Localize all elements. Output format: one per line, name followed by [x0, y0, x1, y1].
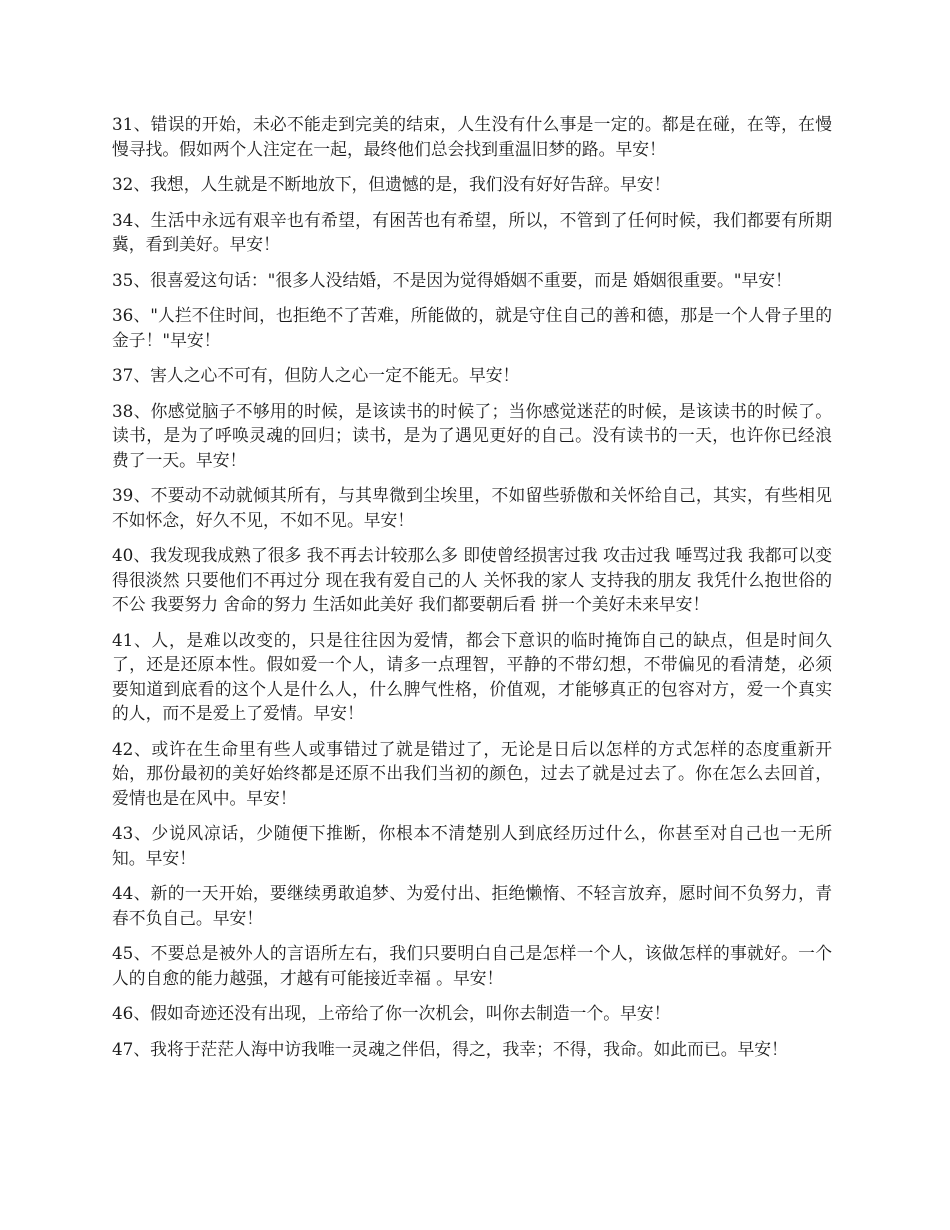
paragraph-42: 42、或许在生命里有些人或事错过了就是错过了，无论是日后以怎样的方式怎样的态度重新开始，那份最初的美好始终都是还原不出我们当初的颜色，过去了就是过去了。你在怎么去回首，爱情也是在风中。早安！	[112, 738, 832, 808]
paragraph-37: 37、害人之心不可有，但防人之心一定不能无。早安！	[112, 365, 520, 385]
paragraph-44: 44、新的一天开始，要继续勇敢追梦、为爱付出、拒绝懒惰、不轻言放弃，愿时间不负努力，青春不负自己。早安！	[112, 883, 832, 928]
document-body	[112, 112, 832, 1072]
paragraph-47: 47、我将于茫茫人海中访我唯一灵魂之伴侣，得之，我幸；不得，我命。如此而已。早安！	[112, 1038, 788, 1059]
paragraph-32: 32、我想，人生就是不断地放下，但遗憾的是，我们没有好好告辞。早安！	[112, 174, 671, 194]
paragraph-36: 36、"人拦不住时间，也拒绝不了苦难，所能做的，就是守住自己的善和德，那是一个人骨子里的金子！"早安！	[112, 305, 832, 350]
paragraph-45: 45、不要总是被外人的言语所左右，我们只要明白自己是怎样一个人，该做怎样的事就好。一个人的自愈的能力越强，才越有可能接近幸福 。早安！	[112, 943, 832, 988]
paragraph-34: 34、生活中永远有艰辛也有希望，有困苦也有希望，所以，不管到了任何时候，我们都要有所期冀，看到美好。早安！	[112, 209, 832, 254]
paragraph-35: 35、很喜爱这句话："很多人没结婚，不是因为觉得婚姻不重要，而是 婚姻很重要。"早安！	[112, 269, 792, 290]
paragraph-40: 40、我发现我成熟了很多 我不再去计较那么多 即使曾经损害过我 攻击过我 唾骂过我 我都可以变得很淡然 只要他们不再过分 现在我有爱自己的人 关怀我的家人 支持我的朋友 我凭什么抱世俗的不公 我要努力 舍命的努力 生活如此美好 我们都要朝后看 拼一个美好未来早安！	[112, 545, 832, 614]
paragraph-41: 41、人，是难以改变的，只是往往因为爱情，都会下意识的临时掩饰自己的缺点，但是时间久了，还是还原本性。假如爱一个人，请多一点理智，平静的不带幻想，不带偏见的看清楚，必须要知道到底看的这个人是什么人，什么脾气性格，价值观，才能够真正的包容对方，爱一个真实的人，而不是爱上了爱情。早安！	[112, 629, 832, 723]
paragraph-39: 39、不要动不动就倾其所有，与其卑微到尘埃里，不如留些骄傲和关怀给自己，其实，有些相见不如怀念，好久不见，不如不见。早安！	[112, 485, 832, 530]
paragraph-31: 31、错误的开始，未必不能走到完美的结束，人生没有什么事是一定的。都是在碰，在等，在慢慢寻找。假如两个人注定在一起，最终他们总会找到重温旧梦的路。早安！	[112, 114, 832, 159]
paragraph-38: 38、你感觉脑子不够用的时候，是该读书的时候了；当你感觉迷茫的时候，是该读书的时候了。读书，是为了呼唤灵魂的回归；读书，是为了遇见更好的自己。没有读书的一天，也许你已经浪费了一天。早安！	[112, 400, 832, 470]
paragraph-43: 43、少说风凉话，少随便下推断，你根本不清楚别人到底经历过什么，你甚至对自己也一无所知。早安！	[112, 823, 832, 868]
paragraph-46: 46、假如奇迹还没有出现，上帝给了你一次机会，叫你去制造一个。早安！	[112, 1003, 671, 1023]
